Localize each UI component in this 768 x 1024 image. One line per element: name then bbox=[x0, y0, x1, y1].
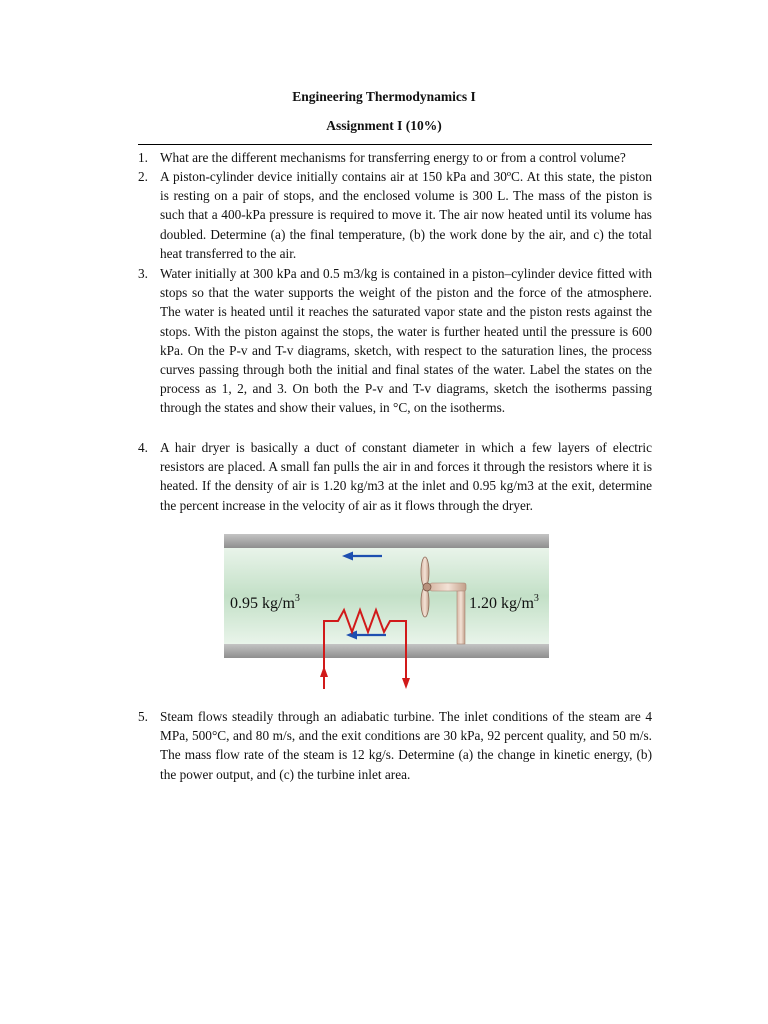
question-text: A piston-cylinder device initially contains air at 150 kPa and 30ºC. At this state, the piston is resting on a pair of stops, and the enclosed volume is 300 L. The mass of the piston is such that a 400-kPa pressure is required to move it. The air now heated until its volume has doubled. Determine (a) the final temperature, (b) the work done by the air, and c) the total heat transferred to the air. bbox=[160, 169, 652, 261]
question-text: A hair dryer is basically a duct of constant diameter in which a few layers of electric resistors are placed. A small fan pulls the air in and forces it through the resistors where it is heated. If the density of air is 1.20 kg/m3 at the inlet and 0.95 kg/m3 at the exit, determine the percent increase in the velocity of air as it flows through the dryer. bbox=[160, 440, 652, 513]
question-text: Steam flows steadily through an adiabatic turbine. The inlet conditions of the steam are 4 MPa, 500°C, and 80 m/s, and the exit conditions are 30 kPa, 92 percent quality, and 50 m/s. The mass flow rate of the steam is 12 kg/s. Determine (a) the change in kinetic energy, (b) the power output, and (c) the turbine inlet area. bbox=[160, 709, 652, 782]
inlet-density-value: 1.20 kg/m bbox=[469, 595, 534, 612]
document-title: Engineering Thermodynamics I bbox=[292, 89, 476, 104]
assignment-subtitle: Assignment I (10%) bbox=[326, 118, 442, 133]
duct-bottom-wall bbox=[224, 644, 549, 658]
hair-dryer-figure bbox=[224, 532, 549, 692]
question-1 bbox=[138, 148, 652, 167]
question-2 bbox=[138, 167, 652, 263]
header-divider bbox=[138, 144, 652, 145]
question-text: What are the different mechanisms for transferring energy to or from a control volume? bbox=[160, 150, 626, 165]
question-4 bbox=[138, 438, 652, 515]
question-number: 3. bbox=[138, 266, 148, 281]
duct-top-wall bbox=[224, 534, 549, 548]
exit-density-exponent: 3 bbox=[294, 593, 300, 604]
question-number: 2. bbox=[138, 169, 148, 184]
exit-density-label bbox=[230, 593, 300, 612]
inlet-density-exponent: 3 bbox=[533, 593, 539, 604]
question-text: Water initially at 300 kPa and 0.5 m3/kg is contained in a piston–cylinder device fitted with stops so that the water supports the weight of the piston and the force of the atmosphere. The water is heated until it reaches the saturated vapor state and the piston rests against the stops. With the piston against the stops, the water is further heated until the pressure is 600 kPa. On the P-v and T-v diagrams, sketch, with respect to the saturation lines, the process curves passing through both the initial and final states of the water. Label the states on the process as 1, 2, and 3. On both the P-v and T-v diagrams, sketch the isotherms passing through the states and show their values, in °C, on the isotherms. bbox=[160, 266, 652, 416]
inlet-density-label bbox=[469, 593, 539, 612]
exit-density-value: 0.95 kg/m bbox=[230, 595, 295, 612]
question-number: 1. bbox=[138, 150, 148, 165]
hair-dryer-diagram bbox=[224, 532, 549, 692]
question-number: 4. bbox=[138, 440, 148, 455]
question-3 bbox=[138, 264, 652, 418]
question-5 bbox=[138, 707, 652, 784]
question-number: 5. bbox=[138, 709, 148, 724]
